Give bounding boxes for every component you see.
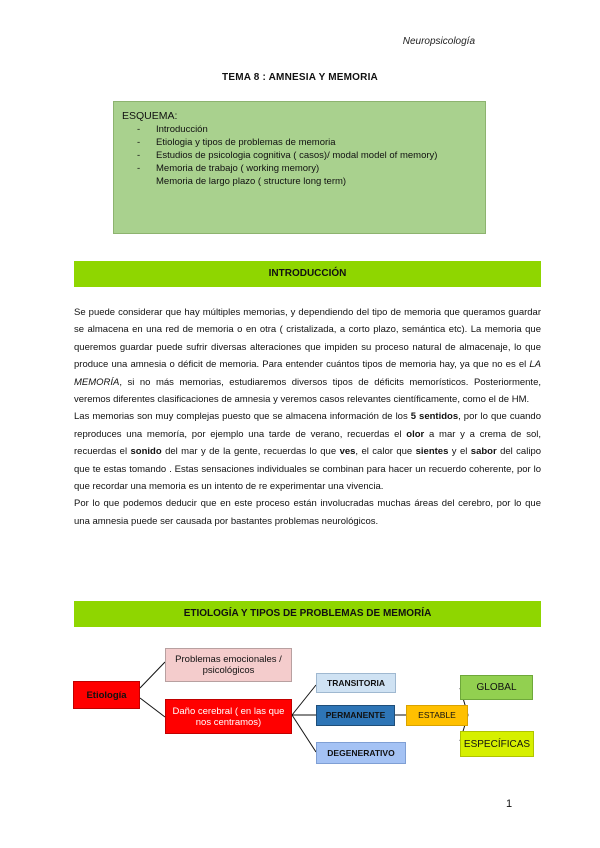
schema-item: Memoria de largo plazo ( structure long term) [156, 176, 347, 187]
dano-cerebral-node: Daño cerebral ( en las que nos centramos) [165, 699, 292, 734]
connector-line [140, 698, 165, 717]
document-title: TEMA 8 : AMNESIA Y MEMORIA [222, 72, 378, 83]
paragraph: Se puede considerar que hay múltiples memorias, y dependiendo del tipo de memoria que queramos guardar se almacena en una red de memoria o en otra ( cristalizada, a corto plazo, semántica etc). La memoria que queremos guardar puede sufrir diversas alteraciones que impiden su proceso natural de almacenaje, lo que produce una amnesia o déficit de memoria. Para entender cuántos tipos de memoria hay, ya que no es el LA MEMORÍA, si no más memorias, estudiaremos diversos tipos de déficits memorísticos. Posteriormente, veremos diferentes clasificaciones de amnesia y veremos casos relevantes científicamente, como el de HM. [74, 307, 541, 406]
section-banner-etiologia: ETIOLOGÍA Y TIPOS DE PROBLEMAS DE MEMORÍA [74, 601, 541, 627]
paragraph: Por lo que podemos deducir que en este proceso están involucradas muchas áreas del cerebro, por lo que una amnesia puede ser causada por bastantes problemas neurológicos. [74, 498, 541, 527]
intro-body [74, 304, 541, 530]
permanente-node: PERMANENTE [316, 705, 395, 726]
page-number: 1 [506, 798, 513, 810]
degenerativo-node: DEGENERATIVO [316, 742, 406, 764]
transitoria-node: TRANSITORIA [316, 673, 396, 693]
schema-item: - Estudios de psicologia cognitiva ( casos)/ modal model of memory) [137, 150, 438, 161]
connector-line [292, 685, 316, 715]
document-header: Neuropsicología [402, 36, 475, 47]
schema-item: - Introducción [137, 124, 208, 135]
estable-node: ESTABLE [406, 705, 468, 726]
schema-list [122, 123, 477, 188]
schema-item: - Etiologia y tipos de problemas de memoria [137, 137, 336, 148]
global-node: GLOBAL [460, 675, 533, 700]
emocionales-node: Problemas emocionales / psicológicos [165, 648, 292, 682]
schema-item: - Memoria de trabajo ( working memory) [137, 163, 320, 174]
especificas-node: ESPECÍFICAS [460, 731, 534, 757]
connector-line [140, 662, 165, 688]
schema-title: ESQUEMA: [122, 110, 178, 122]
paragraph: Las memorias son muy complejas puesto que se almacena información de los 5 sentidos, por lo que cuando reproduces una memoría, por ejemplo una tarde de verano, recuerdas el olor a mar y a crema de sol, recuerdas el sonido del mar y de la gente, recuerdas lo que ves, el calor que sientes y el sabor del calipo que te estas tomando . Estas sensaciones individuales se combinan para hacer un recuerdo coherente, por lo que recordar una memoria es un intento de re experimentar una vivencia. [74, 411, 542, 493]
etiologia-node: Etiología [73, 681, 140, 709]
section-banner-introduccion: INTRODUCCIÓN [74, 261, 541, 287]
schema-box [113, 101, 486, 234]
connector-line [292, 715, 316, 752]
